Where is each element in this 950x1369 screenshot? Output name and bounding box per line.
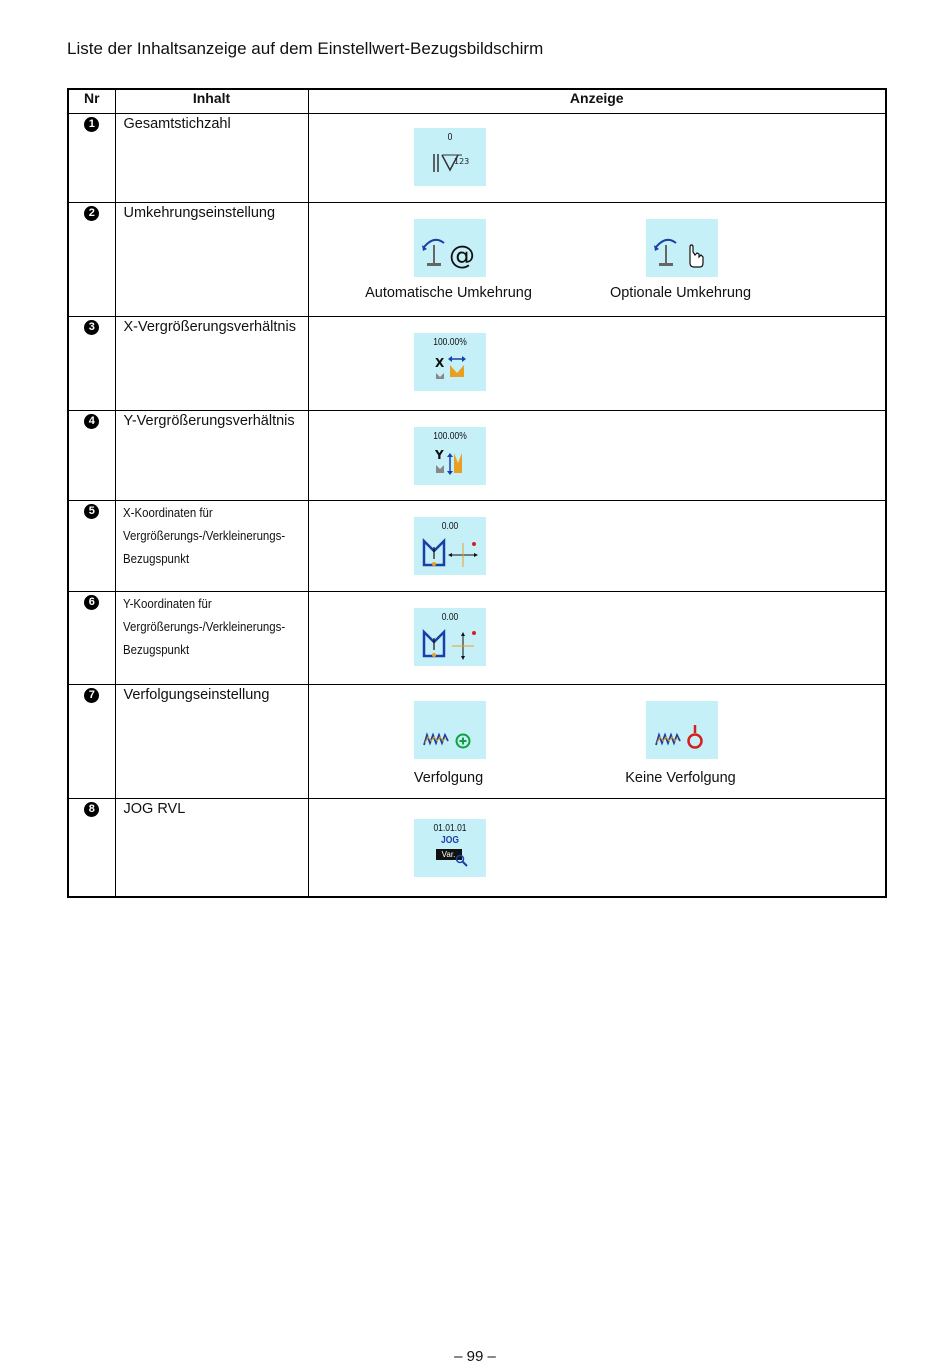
header-nr: Nr [68, 89, 115, 114]
row-content: Umkehrungseinstellung [123, 205, 276, 221]
icon-value: 01.01.01 [432, 823, 467, 834]
tracking-off-icon [646, 701, 718, 759]
row-content: Gesamtstichzahl [123, 116, 231, 132]
row-content: Y-Koordinaten für Vergrößerungs-/Verkleinerungs- Bezugspunkt [122, 596, 285, 657]
header-anzeige: Anzeige [308, 89, 886, 114]
row-number: 1 [84, 117, 99, 132]
row-content: Verfolgungseinstellung [123, 687, 270, 703]
row-number: 7 [84, 688, 99, 703]
jog-label: JOG [440, 835, 459, 846]
row-number: 3 [84, 320, 99, 335]
svg-text:123: 123 [453, 157, 469, 166]
row-content: JOG RVL [123, 801, 186, 817]
row-content: X-Vergrößerungsverhältnis [123, 319, 296, 335]
table-row [68, 501, 886, 592]
svg-text:Y: Y [434, 448, 444, 462]
svg-text:X: X [434, 356, 444, 370]
tracking-on-icon [414, 701, 486, 759]
y-reference-point-icon [414, 608, 486, 666]
table-row [68, 114, 886, 203]
caption: Verfolgung [413, 770, 484, 786]
var-badge: Var. [436, 849, 462, 860]
icon-value: 0.00 [441, 521, 458, 532]
table-row [68, 203, 886, 317]
table-row [68, 685, 886, 799]
svg-text:@: @ [448, 241, 475, 271]
row-content: X-Koordinaten für Vergrößerungs-/Verkleinerungs- Bezugspunkt [122, 505, 285, 566]
caption: Optionale Umkehrung [609, 285, 752, 301]
caption: Automatische Umkehrung [365, 285, 532, 301]
optional-reverse-icon [646, 219, 718, 277]
row-number: 2 [84, 206, 99, 221]
content-list-table [67, 88, 887, 898]
row-number: 8 [84, 802, 99, 817]
caption: Keine Verfolgung [625, 770, 736, 786]
page-number: – 99 – [454, 1348, 496, 1365]
y-scale-icon [414, 427, 486, 485]
icon-value: 0.00 [441, 612, 458, 623]
row-number: 6 [84, 595, 99, 610]
row-number: 4 [84, 414, 99, 429]
x-reference-point-icon [414, 517, 486, 575]
jog-rvl-icon [414, 819, 486, 877]
row-number: 5 [84, 504, 99, 519]
table-header-row [68, 89, 886, 114]
page-title: Liste der Inhaltsanzeige auf dem Einstellwert-Bezugsbildschirm [67, 39, 544, 58]
total-stitch-count-icon [414, 128, 486, 186]
icon-value: 100.00% [432, 431, 467, 442]
header-inhalt: Inhalt [115, 89, 308, 114]
automatic-reverse-icon [414, 219, 486, 277]
row-content: Y-Vergrößerungsverhältnis [123, 413, 295, 429]
table-row [68, 592, 886, 685]
icon-value: 0 [447, 132, 452, 143]
table-row [68, 799, 886, 897]
table-row [68, 317, 886, 411]
icon-value: 100.00% [432, 337, 467, 348]
x-scale-icon [414, 333, 486, 391]
table-row [68, 411, 886, 501]
